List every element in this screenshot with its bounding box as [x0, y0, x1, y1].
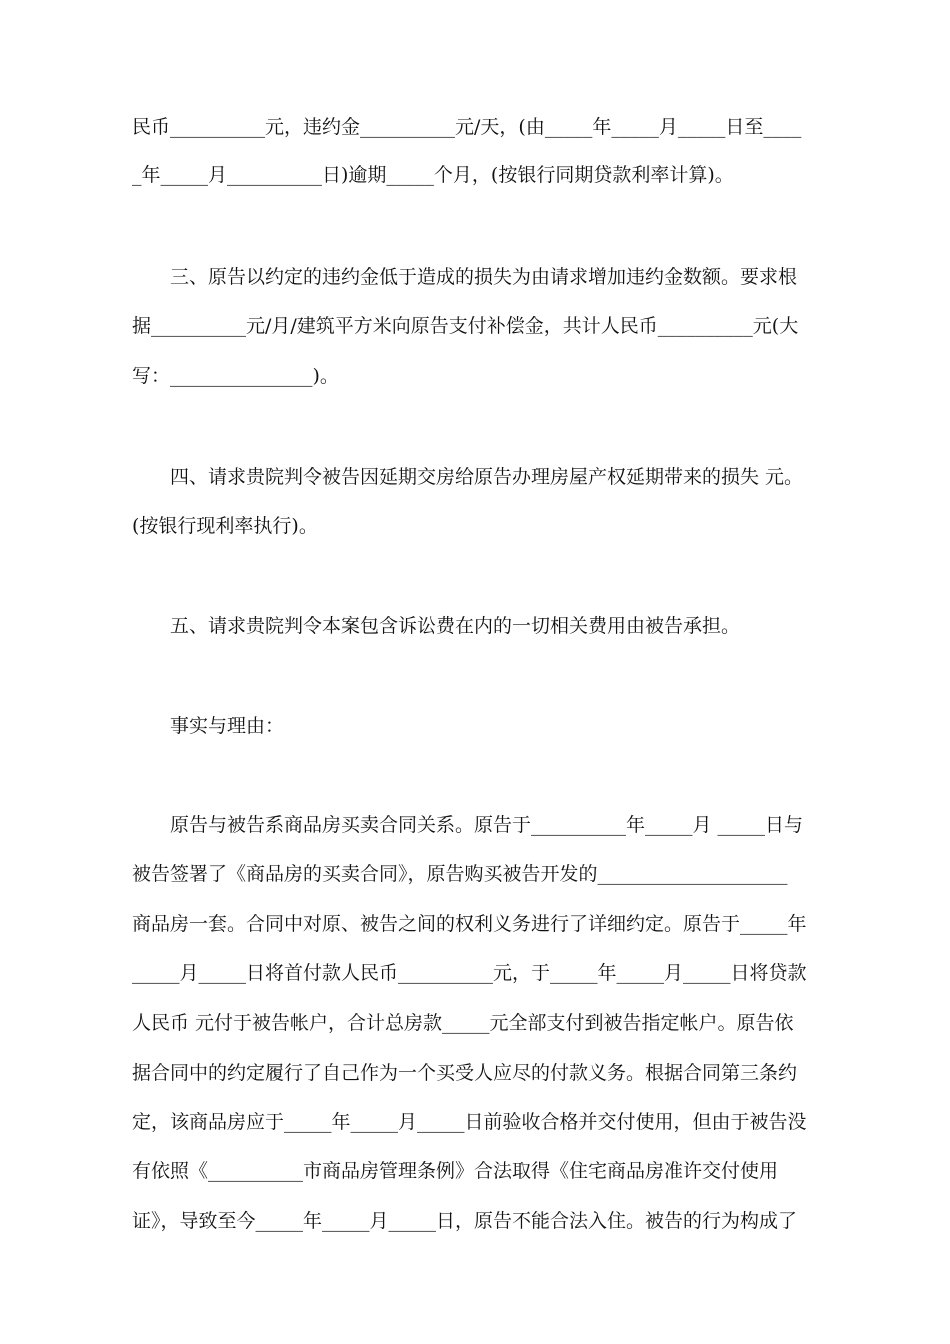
text-line: 三、原告以约定的违约金低于造成的损失为由请求增加违约金数额。要求根: [170, 266, 798, 288]
text-line: 有依照《__________市商品房管理条例》合法取得《住宅商品房准许交付使用: [132, 1160, 779, 1182]
text-line: (按银行现利率执行)。: [132, 515, 318, 537]
text-line: 原告与被告系商品房买卖合同关系。原告于__________年_____月 _____日与: [170, 814, 804, 836]
text-line: 五、请求贵院判令本案包含诉讼费在内的一切相关费用由被告承担。: [170, 615, 741, 637]
text-line: 写：_______________)。: [132, 365, 339, 387]
section-heading: 事实与理由：: [170, 715, 285, 737]
text-line: 定，该商品房应于_____年_____月_____日前验收合格并交付使用，但由于被告没: [132, 1111, 807, 1133]
text-line: 据__________元/月/建筑平方米向原告支付补偿金，共计人民币__________元(大: [132, 315, 799, 337]
text-line: 被告签署了《商品房的买卖合同》，原告购买被告开发的____________________: [132, 863, 788, 885]
text-line: 人民币 元付于被告帐户，合计总房款_____元全部支付到被告指定帐户。原告依: [132, 1012, 794, 1034]
text-line: 商品房一套。合同中对原、被告之间的权利义务进行了详细约定。原告于_____年: [132, 913, 807, 935]
text-line: 四、请求贵院判令被告因延期交房给原告办理房屋产权延期带来的损失 元。: [170, 466, 804, 488]
text-line: 民币__________元，违约金__________元/天，(由_____年_____月_____日至____: [132, 116, 802, 138]
text-line: 据合同中的约定履行了自己作为一个买受人应尽的付款义务。根据合同第三条约: [132, 1062, 798, 1084]
text-line: 证》，导致至今_____年_____月_____日，原告不能合法入住。被告的行为构成了: [132, 1210, 798, 1232]
text-line: _年_____月__________日)逾期_____个月，(按银行同期贷款利率计算)。: [132, 164, 734, 186]
text-line: _____月_____日将首付款人民币__________元，于_____年_____月_____日将贷款: [132, 962, 807, 984]
